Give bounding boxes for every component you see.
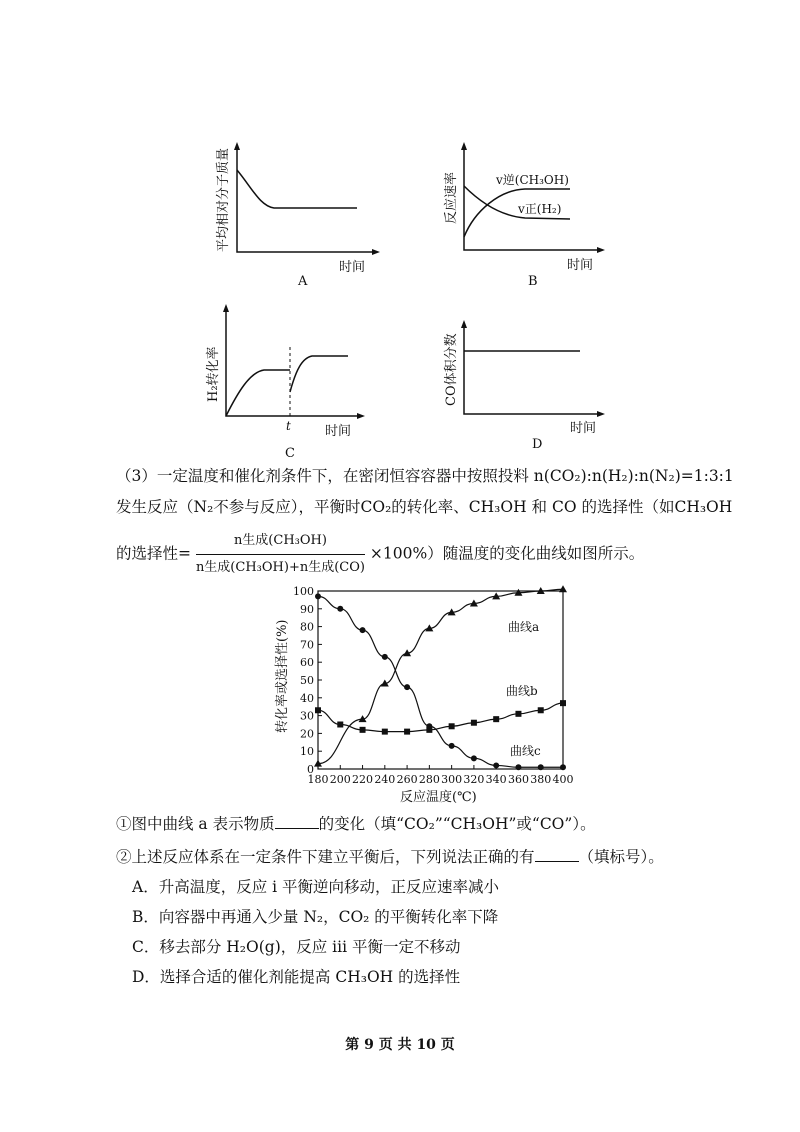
- x-tick-label: 240: [374, 773, 396, 786]
- series-c-point: [471, 755, 477, 761]
- series-c-point: [449, 743, 455, 749]
- y-tick-label: 10: [300, 745, 314, 759]
- graph-c-axes: [226, 307, 362, 416]
- q2-text-a: ②上述反应体系在一定条件下建立平衡后，下列说法正确的有: [116, 848, 535, 866]
- graph-a-xlabel: 时间: [339, 260, 366, 275]
- x-tick-label: 340: [485, 773, 507, 786]
- q1-text-a: ①图中曲线 a 表示物质: [116, 815, 275, 833]
- series-c-point: [538, 764, 544, 770]
- y-tick-label: 0: [307, 763, 314, 776]
- q3-line3-prefix: 的选择性=: [116, 544, 191, 563]
- x-tick-label: 380: [530, 773, 552, 786]
- option-b: B．向容器中再通入少量 N₂，CO₂ 的平衡转化率下降: [132, 908, 499, 926]
- graph-c-curve: [226, 356, 348, 416]
- series-a-label: 曲线a: [508, 620, 540, 634]
- q1-text-b: 的变化（填“CO₂”“CH₃OH”或“CO”）。: [318, 815, 596, 833]
- y-tick-label: 50: [300, 674, 314, 687]
- series-b-point: [315, 707, 321, 713]
- series-b-point: [493, 716, 499, 722]
- graph-a-curve: [237, 170, 357, 208]
- graph-b-ylabel: 反应速率: [444, 171, 459, 224]
- series-b-point: [515, 711, 521, 717]
- y-tick-label: 90: [300, 602, 314, 616]
- series-line-2: [318, 703, 563, 731]
- graph-d-xlabel: 时间: [570, 421, 597, 436]
- series-c-point: [515, 764, 521, 770]
- fraction-numerator: n生成(CH₃OH): [196, 530, 365, 555]
- y-tick-label: 20: [300, 727, 314, 741]
- y-tick-label: 30: [300, 709, 314, 723]
- chart-xlabel: 反应温度(℃): [400, 790, 477, 805]
- graph-d-label: D: [532, 437, 543, 452]
- x-tick-label: 400: [552, 773, 574, 786]
- graph-d: [440, 318, 610, 458]
- series-b-point: [360, 727, 366, 733]
- graph-c: [200, 302, 375, 462]
- x-tick-label: 220: [352, 773, 374, 786]
- series-line-1: [318, 589, 563, 763]
- x-tick-label: 280: [418, 773, 440, 786]
- chart-plot-area: [318, 591, 563, 769]
- x-tick-label: 300: [441, 773, 463, 786]
- series-b-point: [471, 720, 477, 726]
- series-c-point: [360, 627, 366, 633]
- graph-c-t-label: t: [286, 419, 291, 433]
- graph-b-axes: [464, 145, 602, 250]
- series-b-point: [449, 723, 455, 729]
- page-footer: 第 9 页 共 10 页: [345, 1037, 455, 1053]
- y-tick-label: 70: [300, 638, 314, 652]
- graph-b: [440, 140, 610, 290]
- option-c: C．移去部分 H₂O(g)，反应 iii 平衡一定不移动: [132, 938, 461, 956]
- series-c-point: [404, 684, 410, 690]
- fraction-denominator: n生成(CH₃OH)+n生成(CO): [195, 560, 365, 575]
- q1-blank[interactable]: [275, 814, 319, 829]
- series-c-point: [426, 723, 432, 729]
- graph-a: [212, 140, 382, 290]
- option-a: A．升高温度，反应 i 平衡逆向移动，正反应速率减小: [132, 878, 500, 896]
- x-tick-label: 260: [396, 773, 418, 786]
- q2: [116, 846, 664, 868]
- series-c-point: [382, 654, 388, 660]
- series-c-point: [315, 593, 321, 599]
- graph-d-ylabel: CO体积分数: [444, 333, 459, 406]
- y-tick-label: 60: [300, 656, 314, 670]
- series-c-point: [337, 606, 343, 612]
- temperature-chart: [270, 583, 574, 805]
- graph-a-ylabel: 平均相对分子质量: [216, 147, 231, 252]
- chart-ylabel: 转化率或选择性(%): [275, 619, 290, 733]
- selectivity-fraction: [196, 530, 365, 579]
- x-tick-label: 320: [463, 773, 485, 786]
- series-b-point: [538, 707, 544, 713]
- graph-a-label: A: [298, 274, 308, 289]
- graph-c-xlabel: 时间: [325, 424, 352, 439]
- series-c-point: [560, 764, 566, 770]
- option-d: D．选择合适的催化剂能提高 CH₃OH 的选择性: [132, 968, 461, 986]
- graph-b-curve1-label: v逆(CH₃OH): [496, 173, 569, 187]
- series-b-point: [404, 729, 410, 735]
- y-tick-label: 80: [300, 620, 314, 634]
- q3-line2: 发生反应（N₂不参与反应），平衡时CO₂的转化率、CH₃OH 和 CO 的选择性（如CH₃OH: [116, 498, 733, 516]
- series-b-point: [337, 722, 343, 728]
- graph-b-curve2-label: v正(H₂): [518, 202, 562, 216]
- series-c-point: [493, 762, 499, 768]
- series-c-label: 曲线c: [510, 744, 541, 758]
- q3-line1: （3）一定温度和催化剂条件下，在密闭恒容容器中按照投料 n(CO₂):n(H₂):n(N₂)=1:3:1: [116, 467, 734, 485]
- series-b-point: [560, 700, 566, 706]
- q1: [116, 813, 596, 835]
- x-tick-label: 360: [507, 773, 529, 786]
- x-tick-label: 180: [307, 773, 329, 786]
- y-tick-label: 40: [300, 691, 314, 705]
- series-b-label: 曲线b: [506, 684, 538, 698]
- series-b-point: [382, 729, 388, 735]
- graph-c-ylabel: H₂转化率: [206, 346, 221, 402]
- q3-line3-suffix: ×100%）随温度的变化曲线如图所示。: [369, 544, 645, 563]
- graph-c-label: C: [285, 446, 295, 461]
- graph-b-xlabel: 时间: [567, 258, 594, 273]
- q2-text-b: （填标号）。: [578, 848, 664, 866]
- y-tick-label: 100: [293, 585, 314, 598]
- x-tick-label: 200: [329, 773, 351, 786]
- graph-d-axes: [464, 323, 602, 414]
- graph-b-label: B: [528, 274, 538, 289]
- q3-line3: [116, 530, 644, 579]
- q2-blank[interactable]: [535, 847, 579, 862]
